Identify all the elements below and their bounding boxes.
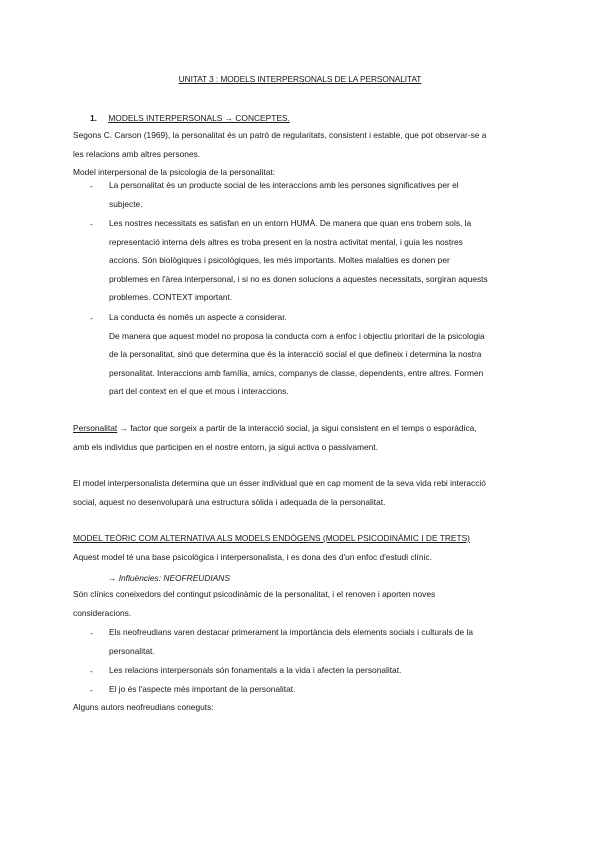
section-2-line-1: Aquest model té una base psicològica i interpersonalista, i es dona des d'un enfoc d'estudi clínic.: [73, 551, 432, 562]
bullet-5-line-1: Les relacions interpersonals són fonamentals a la vida i afecten la personalitat.: [109, 665, 402, 675]
personalitat-line-1: [73, 419, 527, 438]
clinics-block: [73, 585, 527, 622]
bullet-dash: -: [90, 219, 93, 229]
bullet-3-line-5: part del context en el que et mous i interaccions.: [109, 386, 289, 396]
personalitat-rest: → factor que sorgeix a partir de la interacció social, ja sigui consistent en el temps o esporàdica,: [117, 423, 477, 433]
bullet-4-line-2: personalitat.: [109, 645, 155, 656]
section-2-block: [73, 529, 527, 566]
closing-block: [73, 698, 527, 717]
bullet-3-line-2: De manera que aquest model no proposa la conducta com a enfoc i objectiu prioritari de la psicologia: [109, 330, 485, 341]
section-2-heading: MODEL TEÒRIC COM ALTERNATIVA ALS MODELS ENDÒGENS (MODEL PSICODINÀMIC I DE TRETS): [73, 533, 470, 543]
bullet-dash: -: [90, 313, 93, 323]
bullet-2-line-5: problemes. CONTEXT important.: [109, 292, 233, 302]
carson-line-2: les relacions amb altres persones.: [73, 148, 201, 159]
bullet-3-line-4: personalitat. Interaccions amb família, amics, companys de classe, dependents, entre altres. Formen: [109, 367, 484, 378]
bullet-2-line-1: Les nostres necessitats es satisfan en un entorn HUMÀ. De manera que quan ens trobem sols, la: [109, 218, 472, 228]
bullet-2-line-3: accions. Són biològiques i psicològiques, les més importants. Moltes malalties es donen per: [109, 255, 450, 265]
bullet-dash: -: [90, 628, 93, 638]
bullet-3-line-1: La conducta és només un aspecte a considerar.: [109, 312, 287, 322]
closing-line: Alguns autors neofreudians coneguts:: [73, 702, 214, 712]
bullet-2-line-2: representació interna dels altres es troba present en la nostra activitat mental, i guia les nostres: [109, 236, 463, 247]
bullet-2-line-4: problemes en l'àrea interpersonal, i si no es donen solucions a aquestes necessitats, sorgiran aquests: [109, 273, 488, 284]
intro-block: [73, 126, 527, 182]
bullet-dash: -: [90, 666, 93, 676]
bullet-3: [109, 308, 527, 401]
personalitat-term: Personalitat: [73, 423, 118, 433]
bullet-6: [109, 680, 527, 699]
bullet-1-line-1: La personalitat és un producte social de les interaccions amb les persones significatives per el: [109, 180, 459, 190]
personalitat-block: [73, 419, 527, 456]
model-interpersonalista-block: [73, 474, 527, 511]
bullet-6-line-1: El jo és l'aspecte més important de la personalitat.: [109, 684, 296, 694]
model-interp-line-1: El model interpersonalista determina que un ésser individual que en cap moment de la seva vida rebi interacció: [73, 478, 486, 488]
bullet-4: [109, 623, 527, 660]
clinics-line-1: Són clínics coneixedors del contingut psicodinàmic de la personalitat, i el renoven i aporten noves: [73, 589, 436, 599]
bullet-dash: -: [90, 181, 93, 191]
bullet-2: [109, 214, 527, 307]
personalitat-line-2: amb els individus que participen en el nostre entorn, ja sigui activa o passivament.: [73, 441, 378, 452]
influences-line: → Influències: NEOFREUDIANS: [108, 573, 230, 583]
bullet-1: [109, 176, 527, 213]
model-line: Model interpersonal de la psicologia de la personalitat:: [73, 167, 276, 177]
bullet-4-line-1: Els neofreudians varen destacar primerament la importància dels elements socials i culturals de la: [109, 627, 474, 637]
section-heading-text: MODELS INTERPERSONALS → CONCEPTES.: [108, 113, 290, 123]
section-1-heading: [90, 113, 290, 123]
bullet-3-line-3: de la personalitat, sinó que determina que és la interacció social el que defineix i determina la nostra: [109, 349, 482, 359]
bullet-1-line-2: subjecte.: [109, 198, 143, 209]
bullet-5: [109, 661, 527, 680]
carson-line-1: Segons C. Carson (1969), la personalitat és un patró de regularitats, consistent i estable, que pot observar-se a: [73, 130, 487, 140]
section-number: 1.: [90, 113, 97, 123]
clinics-line-2: consideracions.: [73, 607, 132, 618]
bullet-dash: -: [90, 685, 93, 695]
unit-title: UNITAT 3 : MODELS INTERPERSONALS DE LA PERSONALITAT: [178, 74, 422, 84]
model-interp-line-2: social, aquest no desenvoluparà una estructura sòlida i adequada de la personalitat.: [73, 496, 386, 507]
